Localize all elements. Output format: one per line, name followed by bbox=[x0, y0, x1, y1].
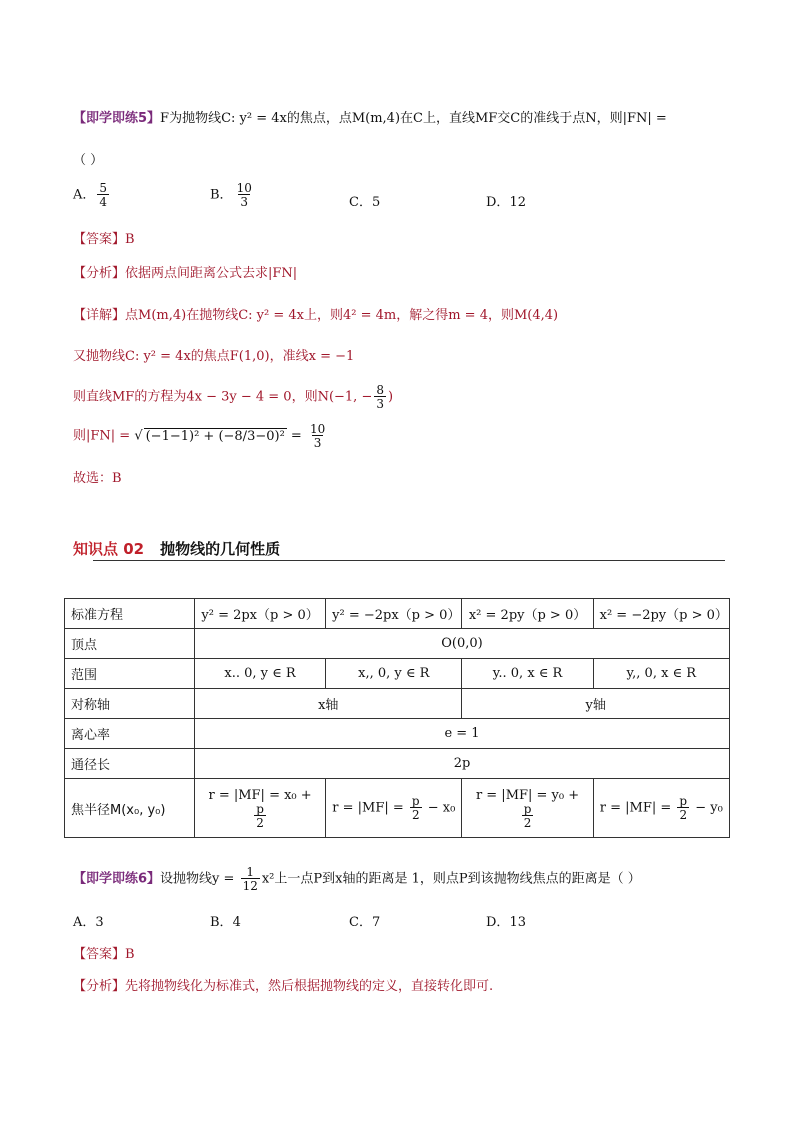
ex6-question: 【即学即练6】设抛物线y = $\frac{1}{12}$ x²上一点P到x轴的距离是 1，则点P到该抛物线焦点的距离是（ ） bbox=[73, 865, 641, 893]
ex5-detail-4-frac: $\frac{10}{3}$ bbox=[309, 422, 326, 450]
table-row: 顶点 O(0,0) bbox=[65, 629, 730, 659]
ex6-analysis: 【分析】先将抛物线化为标准式，然后根据抛物线的定义，直接转化即可. bbox=[73, 979, 494, 994]
ex5-option-b: B． $\frac{10}{3}$ bbox=[210, 181, 252, 209]
ex5-detail-4-radicand: (−1−1)² + (−8/3−0)² bbox=[145, 428, 285, 444]
ex5-detail-4: 则|FN| = √ (−1−1)² + (−8/3−0)² = $\frac{10}{3}$ bbox=[73, 422, 326, 450]
table-row: 通径长 2p bbox=[65, 749, 730, 779]
ex5-answer: 【答案】B bbox=[73, 232, 135, 247]
parabola-properties-table bbox=[64, 598, 730, 838]
ex5-option-b-frac: $\frac{10}{3}$ bbox=[236, 181, 252, 209]
section-heading bbox=[73, 538, 280, 559]
ex5-question-text: F为抛物线C: y² = 4x的焦点，点M(m,4)在C上，直线MF交C的准线于点N，则|FN| = bbox=[160, 111, 667, 126]
ex5-analysis: 【分析】依据两点间距离公式去求|FN| bbox=[73, 266, 298, 281]
table-row: 范围 x.. 0, y ∈ R x,, 0, y ∈ R y.. 0, x ∈ R y,, 0, x ∈ R bbox=[65, 659, 730, 689]
ex5-option-c: C．5 bbox=[349, 195, 381, 210]
ex5-conclusion: 故选：B bbox=[73, 471, 122, 486]
ex5-paren: （ ） bbox=[73, 153, 104, 168]
ex6-option-d: D．13 bbox=[486, 915, 526, 930]
ex5-option-a: A． $\frac{5}{4}$ bbox=[73, 181, 108, 209]
ex6-question-frac: $\frac{1}{12}$ bbox=[242, 865, 258, 893]
table-row: 对称轴 x轴 y轴 bbox=[65, 689, 730, 719]
ex5-detail-3: 则直线MF的方程为4x − 3y − 4 = 0，则N(−1, − $\frac{8}{3}$ ) bbox=[73, 383, 394, 411]
section-divider bbox=[93, 560, 725, 561]
ex6-answer: 【答案】B bbox=[73, 947, 135, 962]
section-title: 抛物线的几何性质 bbox=[160, 540, 281, 558]
ex6-option-b: B．4 bbox=[210, 915, 241, 930]
ex5-question bbox=[73, 107, 667, 126]
section-number: 知识点 02 bbox=[73, 540, 145, 558]
sqrt-symbol: √ bbox=[134, 428, 143, 444]
ex6-option-a: A．3 bbox=[73, 915, 104, 930]
ex5-detail-1: 【详解】点M(m,4)在抛物线C: y² = 4x上，则4² = 4m，解之得m = 4，则M(4,4) bbox=[73, 308, 559, 323]
ex5-detail-3-frac: $\frac{8}{3}$ bbox=[376, 383, 384, 411]
table-row: 标准方程 y² = 2px（p > 0） y² = −2px（p > 0） x² = 2py（p > 0） x² = −2py（p > 0） bbox=[65, 599, 730, 629]
table-row: 焦半径M(x₀, y₀) r = |MF| = x₀ + $\frac{p}{2}$ r = |MF| = $\frac{p}{2}$ − x₀ r = |MF| = y₀ + $\frac{p}{2}$ r = |MF| = $\frac{p}{2}$ − y₀ bbox=[65, 779, 730, 838]
table-row: 离心率 e = 1 bbox=[65, 719, 730, 749]
ex5-tag: 【即学即练5】 bbox=[73, 111, 161, 126]
ex5-option-d: D．12 bbox=[486, 195, 526, 210]
ex5-option-a-frac: $\frac{5}{4}$ bbox=[99, 181, 108, 209]
ex5-detail-2: 又抛物线C: y² = 4x的焦点F(1,0)，准线x = −1 bbox=[73, 349, 355, 364]
ex6-tag: 【即学即练6】 bbox=[73, 871, 161, 887]
ex6-option-c: C．7 bbox=[349, 915, 381, 930]
